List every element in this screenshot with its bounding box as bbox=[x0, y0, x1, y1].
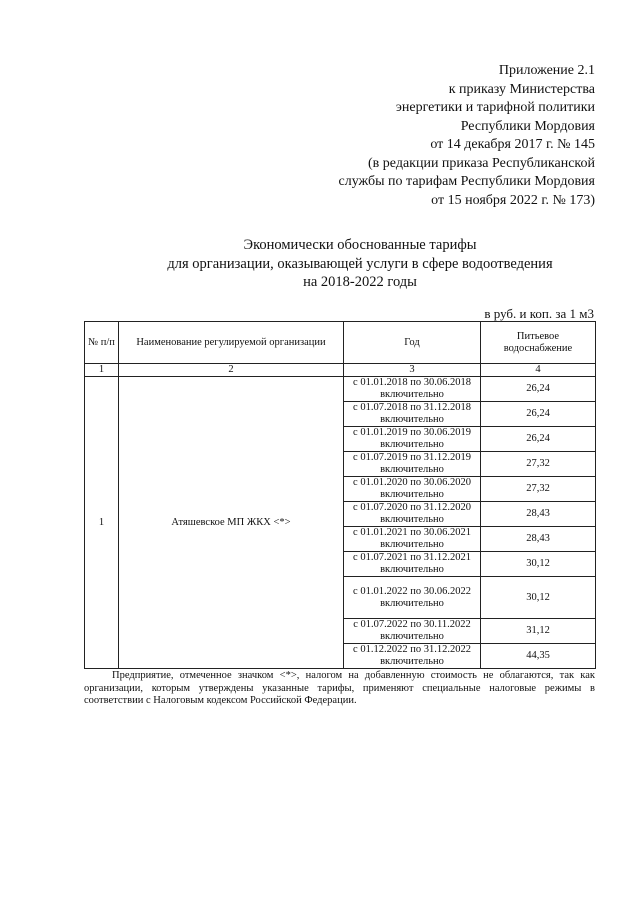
organization-name: Атяшевское МП ЖКХ <*> bbox=[119, 377, 344, 669]
period-cell: с 01.01.2021 по 30.06.2021 включительно bbox=[344, 527, 481, 552]
tariff-value-cell: 31,12 bbox=[481, 619, 596, 644]
tariff-value-cell: 44,35 bbox=[481, 644, 596, 669]
tariff-value-cell: 30,12 bbox=[481, 577, 596, 619]
column-number: 1 bbox=[85, 364, 119, 377]
period-cell: с 01.07.2021 по 31.12.2021 включительно bbox=[344, 552, 481, 577]
header-line: службы по тарифам Республики Мордовия bbox=[338, 174, 595, 189]
period-cell: с 01.01.2020 по 30.06.2020 включительно bbox=[344, 477, 481, 502]
header-line: от 15 ноября 2022 г. № 173) bbox=[431, 192, 595, 208]
title-line: Экономически обоснованные тарифы bbox=[243, 237, 477, 253]
period-cell: с 01.07.2019 по 31.12.2019 включительно bbox=[344, 452, 481, 477]
footnote bbox=[84, 670, 595, 708]
tariff-value-cell: 27,32 bbox=[481, 477, 596, 502]
header-year: Год bbox=[344, 322, 481, 364]
column-number: 2 bbox=[119, 364, 344, 377]
table-header-row bbox=[85, 322, 596, 364]
tariff-value-cell: 28,43 bbox=[481, 502, 596, 527]
tariff-table bbox=[84, 321, 596, 669]
column-number: 3 bbox=[344, 364, 481, 377]
title-line: для организации, оказывающей услуги в сфере водоотведения bbox=[167, 255, 553, 272]
period-cell: с 01.12.2022 по 31.12.2022 включительно bbox=[344, 644, 481, 669]
period-cell: с 01.01.2018 по 30.06.2018 включительно bbox=[344, 377, 481, 402]
header-line: энергетики и тарифной политики bbox=[395, 100, 595, 115]
column-number-row bbox=[85, 364, 596, 377]
header-line: Республики Мордовия bbox=[460, 118, 595, 134]
header-organization: Наименование регулируемой организации bbox=[119, 322, 344, 364]
tariff-value-cell: 28,43 bbox=[481, 527, 596, 552]
tariff-value-cell: 30,12 bbox=[481, 552, 596, 577]
column-number: 4 bbox=[481, 364, 596, 377]
units-label: в руб. и коп. за 1 м3 bbox=[484, 306, 594, 321]
footnote-text: Предприятие, отмеченное значком <*>, налогом на добавленную стоимость не облагаются, так как организации, которым утверждены указанные тарифы, применяют специальные налоговые режимы в соответствии с Налоговым кодексом Российской Федерации. bbox=[84, 670, 595, 706]
row-number: 1 bbox=[85, 377, 119, 669]
period-cell: с 01.01.2019 по 30.06.2019 включительно bbox=[344, 427, 481, 452]
tariff-value-cell: 26,24 bbox=[481, 427, 596, 452]
period-cell: с 01.07.2022 по 30.11.2022 включительно bbox=[344, 619, 481, 644]
tariff-value-cell: 27,32 bbox=[481, 452, 596, 477]
document-title bbox=[80, 236, 640, 292]
tariff-value-cell: 26,24 bbox=[481, 402, 596, 427]
period-cell: с 01.01.2022 по 30.06.2022 включительно bbox=[344, 577, 481, 619]
header-line: Приложение 2.1 bbox=[498, 63, 595, 78]
title-line: на 2018-2022 годы bbox=[303, 274, 417, 290]
table-row bbox=[85, 377, 596, 402]
header-num: № п/п bbox=[85, 322, 119, 364]
header-line: к приказу Министерства bbox=[448, 81, 595, 97]
header-value: Питьевое водоснабжение bbox=[481, 322, 596, 364]
appendix-header bbox=[275, 62, 595, 210]
header-line: от 14 декабря 2017 г. № 145 bbox=[430, 137, 595, 152]
period-cell: с 01.07.2020 по 31.12.2020 включительно bbox=[344, 502, 481, 527]
tariff-value-cell: 26,24 bbox=[481, 377, 596, 402]
period-cell: с 01.07.2018 по 31.12.2018 включительно bbox=[344, 402, 481, 427]
header-line: (в редакции приказа Республиканской bbox=[368, 155, 595, 171]
